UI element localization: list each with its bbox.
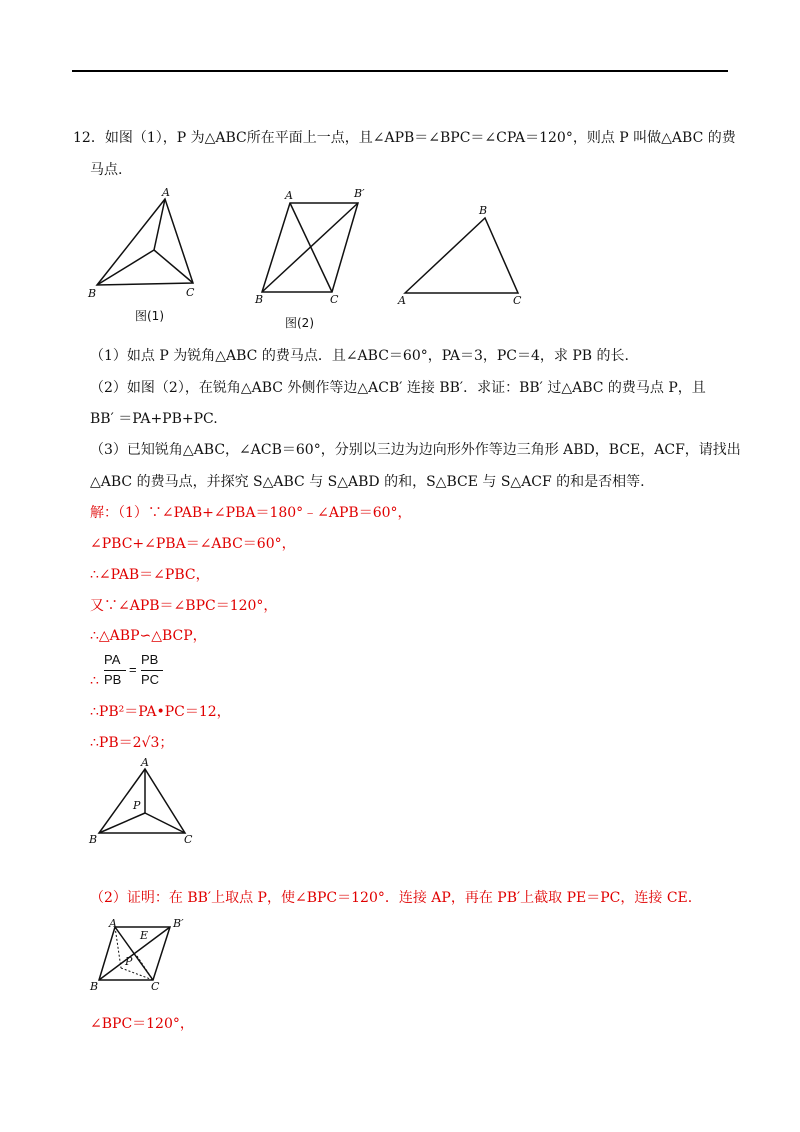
solution-line-7: ∴PB²＝PA•PC＝12， (90, 704, 231, 720)
fig4-label-c: C (184, 833, 193, 846)
frac-den-right: PC (141, 672, 160, 687)
solution-line-4: 又∵∠APB＝∠BPC＝120°， (90, 598, 278, 614)
fig2-label-c: C (330, 293, 339, 306)
fig5-label-c: C (151, 980, 160, 993)
fig5-label-a: A (109, 917, 117, 930)
figure-2 (250, 185, 370, 330)
fig1-label-c: C (186, 286, 195, 299)
header-rule (72, 70, 728, 72)
frac-num-right: PB (141, 652, 159, 667)
part-2-line-1: （2）如图（2），在锐角△ABC 外侧作等边△ACB′ 连接 BB′．求证：BB′ 过△ABC 的费马点 P，且 (90, 380, 706, 396)
fraction-therefore: ∴ (90, 673, 99, 689)
fig2-label-bp: B′ (354, 187, 365, 200)
frac-num-left: PA (104, 652, 121, 667)
fig3-label-c: C (513, 294, 522, 307)
fig4-label-b: B (89, 833, 98, 846)
fig2-label-a: A (285, 189, 293, 202)
figure-5 (85, 915, 195, 995)
fig3-label-b: B (479, 204, 488, 217)
solution-line-8: ∴PB＝2√3； (90, 735, 174, 751)
figure-1 (85, 185, 215, 330)
question-line-2: 马点. (90, 162, 123, 178)
solution-line-10: ∠BPC＝120°， (90, 1016, 194, 1032)
figure-3 (395, 200, 535, 310)
question-line-1: 12．如图（1），P 为△ABC所在平面上一点，且∠APB＝∠BPC＝∠CPA＝120°，则点 P 叫做△ABC 的费 (73, 130, 736, 146)
part-3-line-2: △ABC 的费马点，并探究 S△ABC 与 S△ABD 的和，S△BCE 与 S△ACF 的和是否相等. (90, 474, 645, 490)
solution-line-9: （2）证明：在 BB′上取点 P，使∠BPC＝120°．连接 AP，再在 PB′上截取 PE＝PC，连接 CE. (90, 890, 693, 906)
fig4-label-p: P (133, 799, 141, 812)
part-3-line-1: （3）已知锐角△ABC，∠ACB＝60°，分别以三边为边向形外作等边三角形 ABD，BCE，ACF，请找出 (90, 442, 741, 458)
fig2-label-b: B (255, 293, 264, 306)
solution-line-3: ∴∠PAB＝∠PBC， (90, 567, 210, 583)
fig1-label-b: B (88, 287, 97, 300)
fig1-caption: 图(1) (135, 309, 164, 323)
solution-line-2: ∠PBC+∠PBA＝∠ABC＝60°， (90, 536, 296, 552)
fig2-caption: 图(2) (285, 316, 314, 330)
fig5-label-bp: B′ (173, 917, 184, 930)
fig3-label-a: A (398, 294, 406, 307)
figure-4 (85, 755, 215, 850)
solution-line-1: 解：（1）∵∠PAB+∠PBA＝180°﹣∠APB＝60°， (90, 505, 412, 521)
fig5-label-p: P (125, 955, 133, 968)
part-2-line-2: BB′ ＝PA+PB+PC. (90, 411, 218, 427)
part-1: （1）如点 P 为锐角△ABC 的费马点．且∠ABC＝60°，PA＝3，PC＝4，求 PB 的长. (90, 348, 629, 364)
fig5-label-b: B (90, 980, 99, 993)
fig5-label-e: E (140, 929, 149, 942)
fig1-label-a: A (162, 186, 170, 199)
fig4-label-a: A (141, 756, 149, 769)
solution-line-5: ∴△ABP∽△BCP， (90, 628, 207, 644)
frac-den-left: PB (104, 672, 122, 687)
